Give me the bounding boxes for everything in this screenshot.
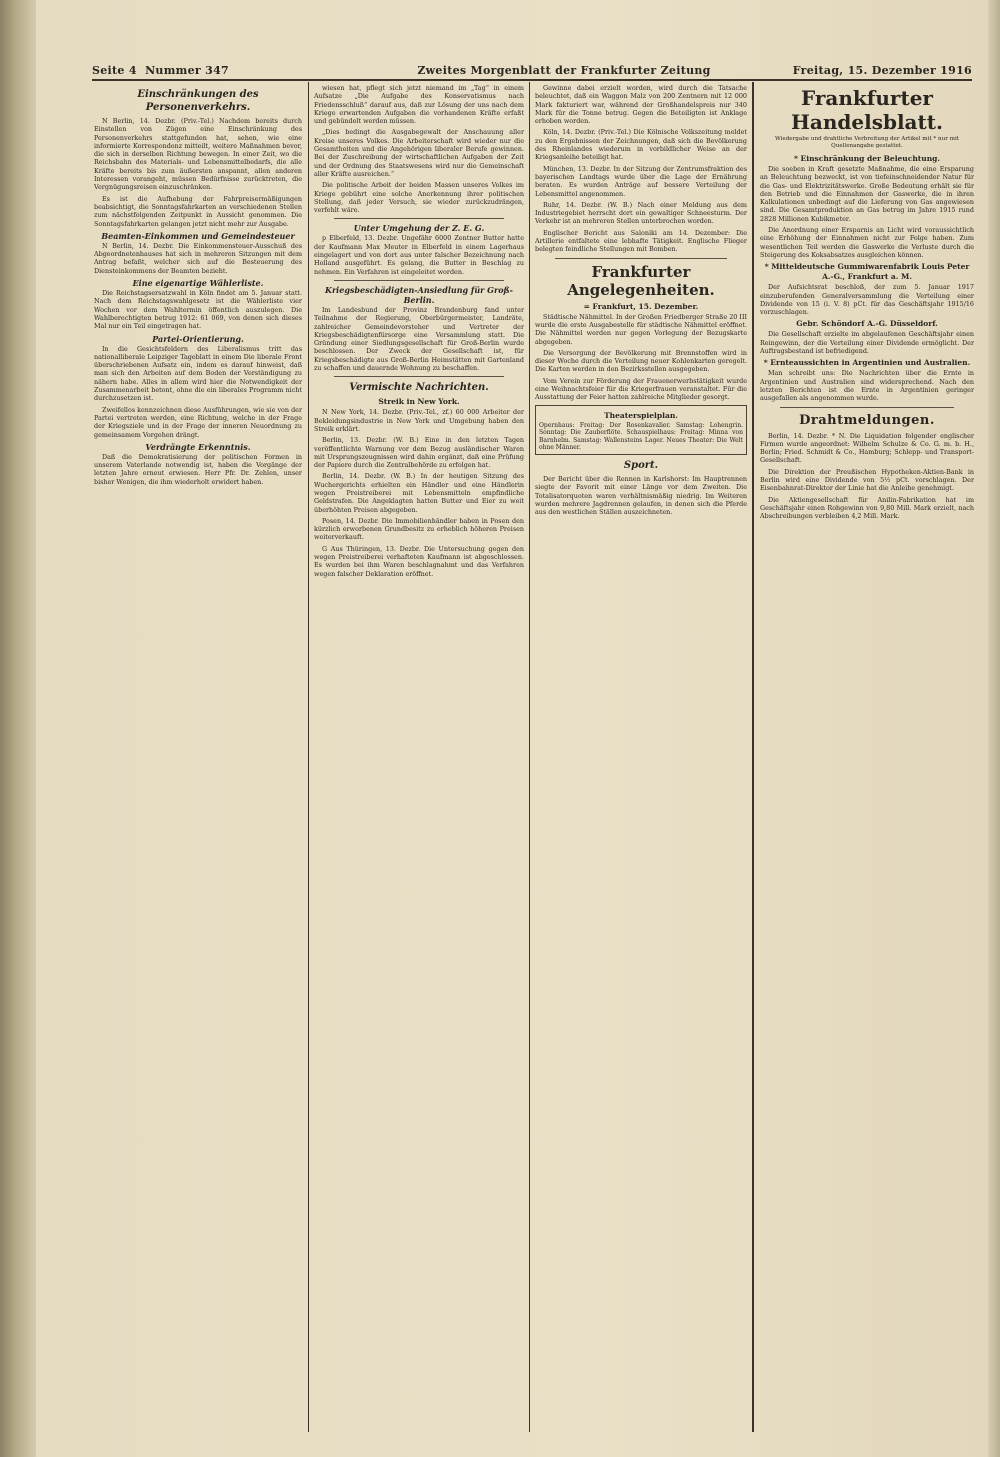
article-headline: Verdrängte Erkenntnis.: [145, 441, 251, 452]
separator: [555, 258, 727, 259]
theater-schedule-box: [535, 405, 747, 455]
article-paragraph: Daß die Demokratisierung der politischen Formen in unserem Vaterlande notwendig ist, haben die Vorgänge der letzten Jahre erneut erwiesen. Herr Pfr. Dr. Zehlen, unser bisher Wenigen, die ihm wiederholt erwidert haben.: [94, 452, 302, 486]
section-headline: Vermischte Nachrichten.: [349, 382, 489, 394]
article-paragraph: Die Aktiengesellschaft für Anilin-Fabrikation hat im Geschäftsjahr einen Rohgewinn von 9,80 Mill. Mark erzielt, nach Abschreibungen verbleiben 4,2 Mill. Mark.: [760, 495, 974, 521]
section-title: Frankfurter Handelsblatt.: [791, 86, 943, 134]
separator: [334, 280, 504, 281]
article-paragraph: Berlin, 13. Dezbr. (W. B.) Eine in den letzten Tagen veröffentlichte Warnung vor dem Bezug ausländischer Waren mit Ursprungszeugnissen wird dahin ergänzt, daß eine Prüfung der Papiere durch die Zentralbehörde zu erfolgen hat.: [314, 436, 524, 470]
theater-listing: Opernhaus: Freitag: Der Rosenkavalier. Samstag: Lohengrin. Sonntag: Die Zauberflöte. Schauspielhaus: Freitag: Minna von Barnhelm. Samstag: Wallensteins Lager. Neues Theater: Die Welt ohne Männer.: [539, 421, 743, 452]
article-paragraph: Die soeben in Kraft gesetzte Maßnahme, die eine Ersparung an Beleuchtung bezweckt, ist von tiefeinschneidender Natur für die Gas- und Elektrizitätswerke. Große Bedeutung erhält sie für den Betrieb und die Einnahmen der Gaswerke, die in ihren Kalkulationen unbedingt auf die Lieferung von Gas angewiesen sind. Die Gesamtproduktion an Gas betrug im Jahre 1915 rund 2828 Millionen Kubikmeter.: [760, 165, 974, 223]
column-2: [314, 84, 524, 1434]
article-paragraph: Berlin, 14. Dezbr. * N. Die Liquidation folgender englischer Firmen wurde angeordnet: Wilhelm Schulze & Co. G. m. b. H., Berlin; Fried. Schmidt & Co., Hamburg; Schlepp- und Transport-Gesellschaft.: [760, 431, 974, 465]
article-paragraph: Die Gesellschaft erzielte im abgelaufenen Geschäftsjahr einen Reingewinn, der die Verteilung einer Dividende ermöglicht. Der Auftragsbestand ist befriedigend.: [760, 330, 974, 356]
article-paragraph: „Dies bedingt die Ausgabegewalt der Anschauung aller Kreise unseres Volkes. Die Arbeiterschaft wird wieder nur die Gesamtheiten und die Angehörigen liberaler Berufe gewinnen. Bei der Zuschreibung der wirtschaftlichen Aufgaben der Zeit und der Ordnung des Staatswesens wird nur die Gemeinschaft aller Kräfte ausreichen.“: [314, 128, 524, 178]
box-headline: Theaterspielplan.: [604, 410, 678, 420]
article-paragraph: Die politische Arbeit der beiden Massen unseres Volkes im Kriege gebührt eine solche Anerkennung ihrer politischen Stellung, daß jeder Versuch, sie wieder zurückzudrängen, verfehlt wäre.: [314, 181, 524, 215]
article-paragraph: G Aus Thüringen, 13. Dezbr. Die Untersuchung gegen den wegen Preistreiberei verhafteten Kaufmann ist abgeschlossen. Es wurden bei ihm Waren beschlagnahmt und das Verfahren wegen falscher Deklaration eröffnet.: [314, 544, 524, 578]
page-number: Seite 4 Nummer 347: [92, 64, 229, 77]
separator: [334, 376, 504, 377]
article-headline: Streik in New York.: [378, 397, 460, 407]
article-headline: Unter Umgehung der Z. E. G.: [353, 223, 485, 234]
article-paragraph: p Elberfeld, 13. Dezbr. Ungefähr 6000 Zentner Butter hatte der Kaufmann Max Meuter in Elberfeld in einem Lagerhaus eingelagert und von dort aus unter falscher Bezeichnung nach Holland ausgeführt. Es gelang, die Butter in Beschlag zu nehmen. Ein Verfahren ist eingeleitet worden.: [314, 234, 524, 276]
article-paragraph: N New York, 14. Dezbr. (Priv.-Tel., zf.) 60 000 Arbeiter der Bekleidungsindustrie in New York und Umgebung haben den Streik erklärt.: [314, 408, 524, 433]
newspaper-title: Zweites Morgenblatt der Frankfurter Zeitung: [417, 64, 711, 77]
article-paragraph: Gewinne dabei erzielt worden, wird durch die Tatsache beleuchtet, daß ein Waggon Malz von 200 Zentnern mit 12 000 Mark fakturiert war, während der Großhandelspreis nur 340 Mark für die Tonne betrug. Gegen die Beteiligten ist Anklage erhoben worden.: [535, 84, 747, 126]
article-paragraph: Die Anordnung einer Ersparnis an Licht wird voraussichtlich eine Erhöhung der Einnahmen nicht zur Folge haben. Zum wesentlichen Teil werden die Gaswerke die Verluste durch die Steigerung des Koksabsatzes ausgleichen können.: [760, 226, 974, 259]
article-paragraph: Berlin, 14. Dezbr. (W. B.) In der heutigen Sitzung des Wuchergerichts erhielten ein Händler und eine Händlerin wegen Preistreiberei mit Lebensmitteln empfindliche Geldstrafen. Die Angeklagten hatten Butter und Eier zu weit überhöhten Preisen abgegeben.: [314, 472, 524, 514]
article-paragraph: Der Aufsichtsrat beschloß, der zum 5. Januar 1917 einzuberufenden Generalversammlung die Verteilung einer Dividende von 15 (i. V. 8) pCt. für das Geschäftsjahr 1915/16 vorzuschlagen.: [760, 283, 974, 317]
article-paragraph: Zweifellos kennzeichnen diese Ausführungen, wie sie von der Partei vertreten werden, eine Richtung, welche in der Frage der Kriegsziele und in der Frage der inneren Neuordnung zu gemeinsamem Vorgehen drängt.: [94, 405, 302, 439]
masthead: [92, 64, 972, 78]
article-headline: * Einschränkung der Beleuchtung.: [793, 154, 941, 163]
header-rule: [92, 79, 972, 81]
article-paragraph: Englischer Bericht aus Saloniki am 14. Dezember: Die Artillerie entfaltete eine lebhafte Tätigkeit. Englische Flieger belegten feindliche Stellungen mit Bomben.: [535, 228, 747, 254]
article-paragraph: Posen, 14. Dezbr. Die Immobilienhändler haben in Posen den kürzlich erworbenen Grundbesitz zu erheblich höheren Preisen weiterverkauft.: [314, 516, 524, 542]
article-headline: * Mitteldeutsche Gummiwarenfabrik Louis Peter A.-G., Frankfurt a. M.: [764, 262, 970, 282]
article-headline: Kriegsbeschädigten-Ansiedlung für Groß-Berlin.: [325, 284, 513, 305]
article-headline: Gebr. Schöndorf A.-G. Düsseldorf.: [796, 319, 938, 329]
section-notice: Wiedergabe und drahtliche Verbreitung der Artikel mit * nur mit Quellenangabe gestattet.: [774, 136, 960, 149]
article-paragraph: N Berlin, 14. Dezbr. Die Einkommensteuer-Ausschuß des Abgeordnetenhauses hat sich in mehreren Sitzungen mit dem Antrag befaßt, welcher sich auf die Besteuerung des Diensteinkommens der Beamten bezieht.: [94, 241, 302, 275]
article-paragraph: wiesen hat, pflegt sich jetzt niemand im „Tag“ in einem Aufsatze „Die Aufgabe des Konservatismus nach Friedensschluß“ darauf aus, daß zur Lösung der uns nach dem Kriege erwartenden Aufgaben die vorhandenen Kräfte erfaßt und gebündelt werden müssen.: [314, 84, 524, 126]
article-paragraph: Der Bericht über die Rennen in Karlshorst: Im Hauptrennen siegte der Favorit mit einer Länge vor dem Zweiten. Die Totalisatorquoten waren verhältnismäßig niedrig. Im Weiteren wurden mehrere Jagdrennen gelaufen, in denen sich die Pferde aus den westlichen Ställen auszeichneten.: [535, 474, 747, 517]
article-paragraph: Köln, 14. Dezbr. (Priv.-Tel.) Die Kölnische Volkszeitung meldet zu den Ergebnissen der Zeichnungen, daß sich die Bevölkerung des Rheinlandes wiederum in vorbildlicher Weise an der Kriegsanleihe beteiligt hat.: [535, 128, 747, 162]
article-paragraph: Im Landesbund der Provinz Brandenburg fand unter Teilnahme der Regierung, Oberbürgermeister, Landräte, zahlreicher Gemeindevorsteher und Vertreter der Kriegsbeschädigtenfürsorge eine Versammlung statt. Die Gründung einer Siedlungsgesellschaft für Groß-Berlin wurde beschlossen. Der Zweck der Gesellschaft ist, für Kriegsbeschädigte aus Groß-Berlin Heimstätten mit Gartenland zu schaffen und dauernde Wohnung zu beschaffen.: [314, 305, 524, 373]
page-edge: [988, 0, 1000, 1457]
article-headline: Beamten-Einkommen und Gemeindesteuer: [101, 230, 295, 241]
article-paragraph: Städtische Nähmittel. In der Großen Friedberger Straße 20 III wurde die erste Ausgabestelle für städtische Nähmittel eröffnet. Die Nähmittel werden nur gegen Vorlegung der Bezugskarte abgegeben.: [535, 312, 747, 346]
article-headline: * Ernteaussichten in Argentinien und Australien.: [763, 358, 971, 368]
column-1: [94, 84, 302, 1434]
column-4: [760, 84, 974, 1434]
separator: [334, 218, 504, 219]
article-paragraph: N Berlin, 14. Dezbr. (Priv.-Tel.) Nachdem bereits durch Einstellen von Zügen eine Einschränkung des Personenverkehrs stattgefunden hat, sehen, wie eine informierte Korrespondenz mitteilt, weitere Maßnahmen bevor, die sich in derselben Richtung bewegen. In einer Zeit, wo die Reichsbahn des Materials- und Lebensmittelbedarfs, die alle Kräfte bereits bis zum äußersten anspannt, allen anderen Interessen vorangeht, müssen Bedürfnisse zurücktreten, die Vergnügungsreisen einzuschränken.: [94, 117, 302, 192]
article-paragraph: Vom Verein zur Förderung der Frauenerwerbstätigkeit wurde eine Weihnachtsfeier für die Kriegerfrauen veranstaltet. Für die Ausstattung der Feier hatten zahlreiche Mitglieder gesorgt.: [535, 376, 747, 402]
article-paragraph: Die Direktion der Preußischen Hypotheken-Aktien-Bank in Berlin wird eine Dividende von 5½ pCt. vorschlagen. Der Eisenbahnrat-Direktor der Linie hat die Anleihe genehmigt.: [760, 467, 974, 493]
section-headline: Sport.: [623, 459, 659, 471]
column-divider: [752, 82, 754, 1432]
section-dateline: = Frankfurt, 15. Dezember.: [583, 301, 699, 311]
article-headline: Partei-Orientierung.: [152, 333, 244, 344]
article-headline: Eine eigenartige Wählerliste.: [132, 278, 264, 289]
article-headline: Einschränkungen des Personenverkehrs.: [137, 89, 259, 113]
article-paragraph: Es ist die Aufhebung der Fahrpreisermäßigungen beabsichtigt, die Sonntagsfahrkarten an verschiedenen Stellen zum nächstfolgenden Zeitpunkt in Aussicht genommen. Die Sonntagsfahrkarten gelangen jetzt nicht mehr zur Ausgabe.: [94, 194, 302, 228]
column-3: [535, 84, 747, 1434]
article-paragraph: Man schreibt uns: Die Nachrichten über die Ernte in Argentinien und Australien sind widersprechend. Nach den letzten Berichten ist die Ernte in Argentinien geringer ausgefallen als angenommen wurde.: [760, 369, 974, 403]
article-paragraph: Die Reichstagsersatzwahl in Köln findet am 5. Januar statt. Nach dem Reichstagswahlgesetz ist die Wählerliste vier Wochen vor dem Wahltermin öffentlich auszulegen. Die Wahlberechtigten betrug 1912: 61 069, von denen sich dieses Mal nur ein Teil eingetragen hat.: [94, 289, 302, 331]
column-divider: [529, 82, 530, 1432]
article-paragraph: München, 13. Dezbr. In der Sitzung der Zentrumsfraktion des bayerischen Landtags wurde über die Lage der Ernährung beraten. Es wurden Anträge auf bessere Verteilung der Lebensmittel angenommen.: [535, 164, 747, 198]
book-spine: [0, 0, 36, 1457]
section-headline: Frankfurter Angelegenheiten.: [567, 262, 715, 299]
article-paragraph: Die Versorgung der Bevölkerung mit Brennstoffen wird in dieser Woche durch die Verteilung neuer Kohlenkarten geregelt. Die Karten werden in den Bezirksstellen ausgegeben.: [535, 348, 747, 374]
article-paragraph: Ruhr, 14. Dezbr. (W. B.) Nach einer Meldung aus dem Industriegebiet herrscht dort ein gewaltiger Schneesturm. Der Verkehr ist an mehreren Stellen unterbrochen worden.: [535, 200, 747, 226]
section-headline: Drahtmeldungen.: [799, 412, 935, 428]
separator: [780, 407, 954, 408]
issue-date: Freitag, 15. Dezember 1916: [792, 64, 972, 77]
column-divider: [308, 82, 309, 1432]
article-paragraph: In die Gesichtsfeldern des Liberalismus tritt das nationalliberale Leipziger Tageblatt in einem Die liberale Front überschriebenen Aufsatz ein, indem es darauf hinweist, daß man sich den Arbeiten auf dem Boden der Verständigung zu nähern habe. Alles in allem wird hier die Notwendigkeit der Zusammenarbeit betont, ohne die ein liberales Programm nicht durchzusetzen ist.: [94, 344, 302, 403]
